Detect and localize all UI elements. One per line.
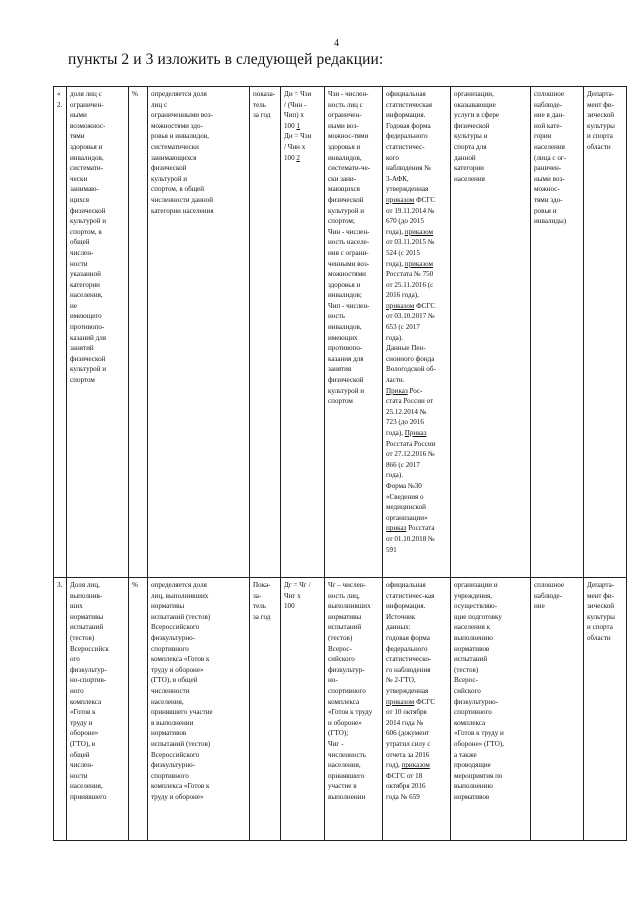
formula: Дг = Чг / Чиг x 100 (281, 578, 325, 841)
row-number: « 2. (54, 87, 67, 578)
source-text: ФСГС от 19.11.2014 № 670 (до 2015 года), (386, 195, 436, 236)
variables: Чг – числен- ность лиц, выполнивших нормативы испытаний (тестов) Всерос- сийского физкультур- но- спортивного комплекса «Готов к труду и обороне» (ГТО); Чиг - численность населения, принявшего участие в выполнении (325, 578, 383, 841)
source-text: Рос- стата России от 25.12.2014 № 723 (до 2016 года), (386, 386, 434, 437)
source-text: ФСГС от 03.10.2017 № 653 (с 2017 года). Данные Пен- сионного фонда Вологодской об- ласти. (386, 301, 436, 385)
source-text: Росстата России от 27.12.2016 № 866 (с 2017 года). Форма №30 «Сведения о медицинской организации» (386, 439, 436, 522)
legal-act-link[interactable]: приказом (386, 301, 415, 310)
formula: Ди = Чзи / (Чин - Чип) x 100 1 Ди = Чзи / Чин x 100 2 (281, 87, 325, 578)
legal-act-link[interactable]: приказом (404, 259, 434, 268)
department: Департа- мент фи- зической культуры и спорта области (584, 87, 627, 578)
indicator-name: Доля лиц, выполнив- ших нормативы испытаний (тестов) Всероссийск ого физкультур- но-спортив- ного комплекса «Готов к труду и обороне» (ГТО), в общей числен- ности населения, принявшего (67, 578, 129, 841)
responsible-orgs: организации и учреждения, осуществляю- щие подготовку населения к выполнению нормативов испытаний (тестов) Всерос- сийского физкультурно- спортивного комплекса «Готов к труду и обороне» (ГТО), а также проводящие мероприятия по выполнению нормативов (451, 578, 531, 841)
time-characteristic: Пока- за- тель за год (250, 578, 281, 841)
page-number: 4 (334, 38, 339, 49)
data-source (383, 578, 451, 841)
time-characteristic: показа- тель за год (250, 87, 281, 578)
source-text: официальная статистическая информация. Годовая форма федерального статистичес- кого наблюдения № 3-АФК, утвержденная (386, 90, 433, 194)
unit: % (129, 87, 148, 578)
table-row-3 (54, 578, 627, 841)
unit: % (129, 578, 148, 841)
indicator-name: доля лиц с ограничен- ными возможнос- тями здоровья и инвалидов, системати- чески занимаю- щихся физической культурой и спортом, в общей числен- ности указанной категории населения, не имеющего противопо- казаний для занятий физической культурой и спортом (67, 87, 129, 578)
legal-act-link[interactable]: приказом (386, 697, 415, 706)
legal-act-link[interactable]: приказом (404, 227, 434, 236)
footnote-link[interactable]: 1 (296, 121, 300, 130)
row-number: 3. (54, 578, 67, 841)
definition: определяется доля лиц, выполнивших нормативы испытаний (тестов) Всероссийского физкультурно- спортивного комплекса «Готов к труду и обороне» (ГТО), в общей численности населения, принявшего участие в выполнении нормативов испытаний (тестов) Всероссийского физкультурно- спортивного комплекса «Готов к труду и обороне» (148, 578, 250, 841)
observation-method: сплошное наблюде- ние в дан- ной кате- гории населения (лица с ог- раничен- ными воз- можнос- тями здо- ровья и инвалиды) (531, 87, 584, 578)
source-text: ФСГС от 18 октября 2016 года № 659 (386, 771, 426, 801)
source-text: Росстата от 01.10.2018 № 591 (386, 524, 435, 554)
indicators-table (53, 86, 627, 841)
legal-act-link[interactable]: приказом (386, 195, 415, 204)
legal-act-link[interactable]: Приказ (386, 386, 408, 395)
amendment-heading: пункты 2 и 3 изложить в следующей редакции: (68, 51, 384, 68)
table-row-2 (54, 87, 627, 578)
variables: Чзи - числен- ность лиц с ограничен- ными воз- можнос-тями здоровья и инвалидов, системати-че- ски зани- мающихся физической культурой и спортом; Чин - числен- ность населе- ния с ограни- ченными воз- можностями здоровья и инвалидов; Чип - числен- ность инвалидов, имеющих противопо- казания для занятия физической культурой и спортом (325, 87, 383, 578)
definition: определяется доля лиц с ограниченными воз- можностями здо- ровья и инвалидов, систематически занимающихся физической культурой и спортом, в общей численности данной категории населения (148, 87, 250, 578)
legal-act-link[interactable]: приказом (401, 761, 430, 770)
source-text: официальная статистичес-кая информация. Источник данных: годовая форма федерального статистическо- го наблюдения № 2-ГТО, утвержденная (386, 581, 435, 695)
source-text: ФСГС от 10 октября 2014 года № 606 (документ утратил силу с отчета за 2016 год), (386, 697, 436, 770)
footnote-link[interactable]: 2 (296, 153, 300, 162)
source-text: Росстата № 750 от 25.11.2016 (с 2016 года), (386, 270, 434, 300)
data-source (383, 87, 451, 578)
legal-act-link[interactable]: приказ (386, 524, 407, 533)
department: Департа- мент фи- зической культуры и спорта области (584, 578, 627, 841)
responsible-orgs: организации, оказывающие услуги в сфере физической культуры и спорта для данной категории населения (451, 87, 531, 578)
legal-act-link[interactable]: Приказ (404, 429, 427, 437)
source-text: от 03.11.2015 № 524 (с 2015 года), (386, 238, 435, 268)
observation-method: сплошное наблюде- ние (531, 578, 584, 841)
